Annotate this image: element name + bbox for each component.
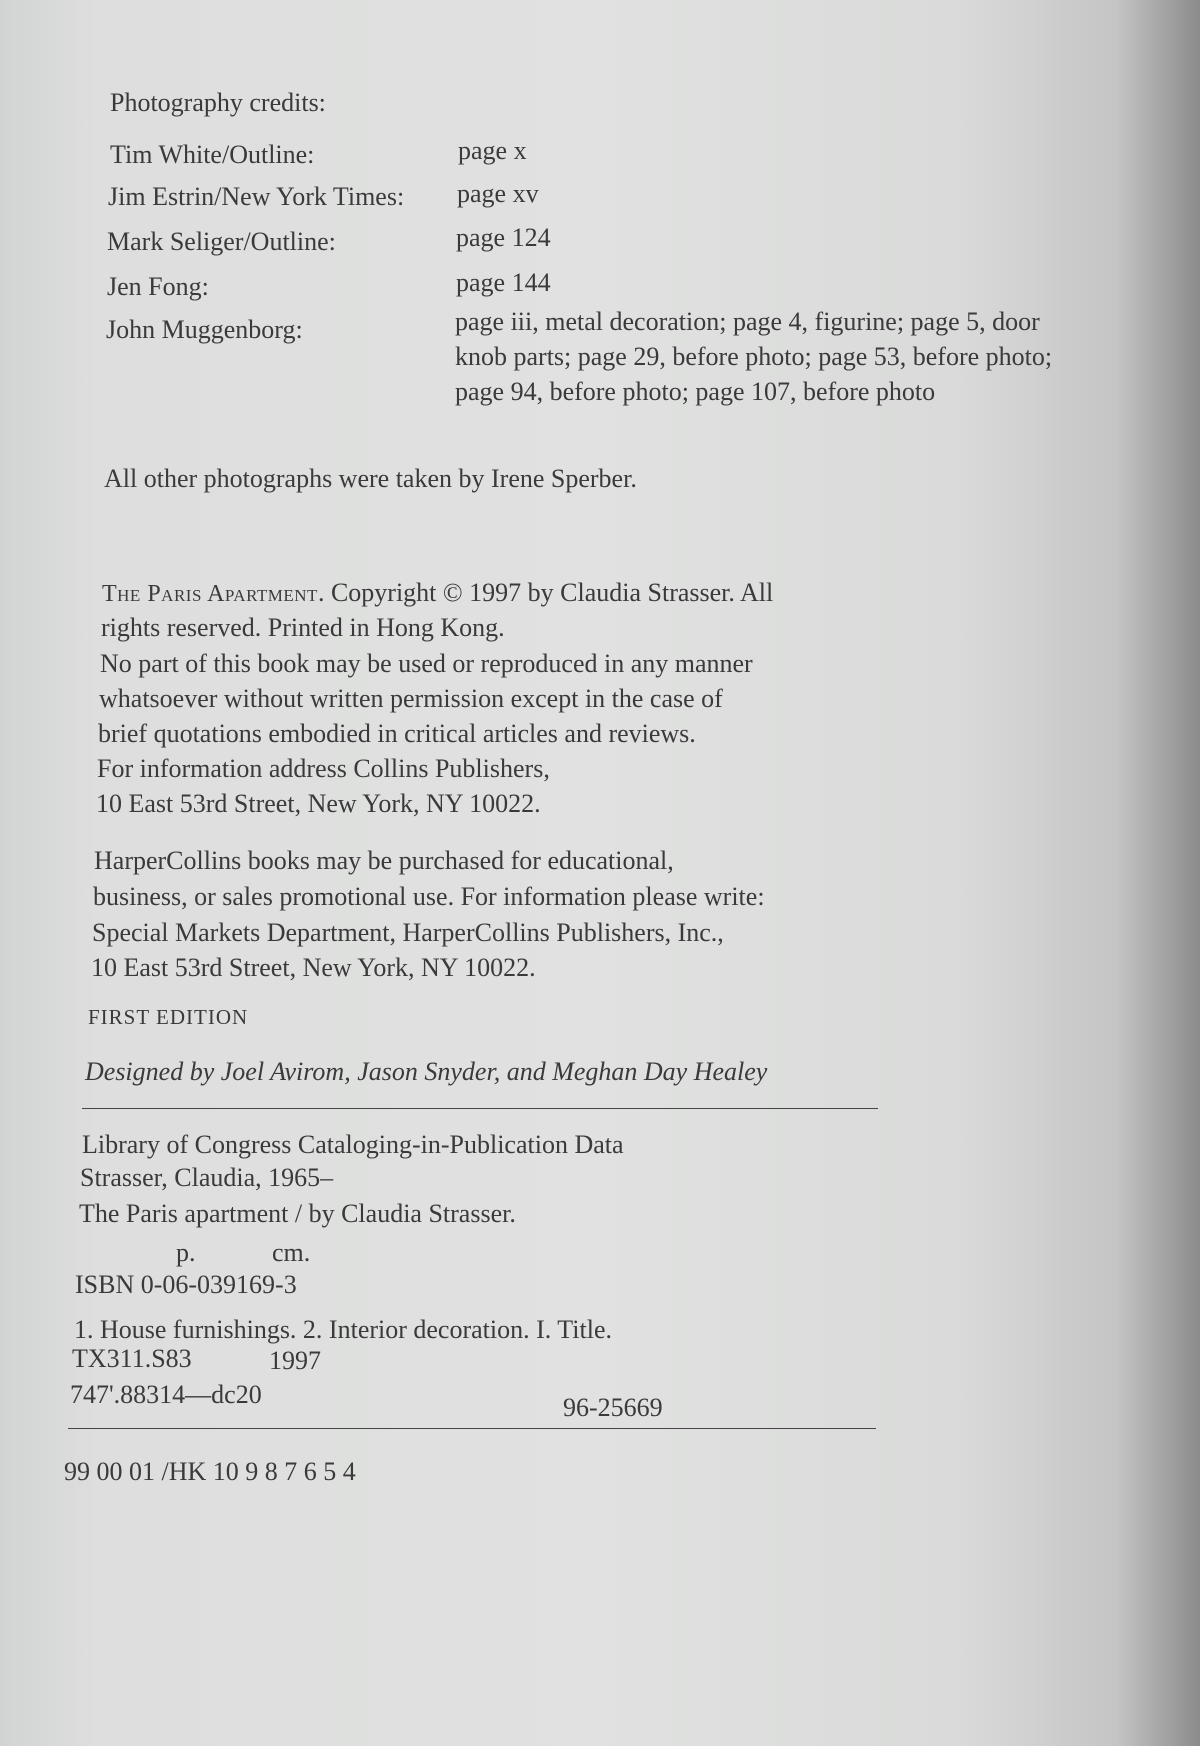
cip-isbn: ISBN 0-06-039169-3 bbox=[75, 1270, 297, 1299]
credit-pages: page 124 bbox=[456, 223, 551, 252]
credit-pages: page xv bbox=[457, 179, 539, 208]
credit-name: Jim Estrin/New York Times: bbox=[108, 182, 405, 211]
cip-author: Strasser, Claudia, 1965– bbox=[80, 1163, 334, 1192]
cip-bottom-rule bbox=[68, 1428, 876, 1429]
sales-line: business, or sales promotional use. For information please write: bbox=[93, 882, 765, 911]
cip-subjects: 1. House furnishings. 2. Interior decoration. I. Title. bbox=[74, 1315, 612, 1344]
cip-title: The Paris apartment / by Claudia Strasser. bbox=[79, 1199, 516, 1228]
copyright-line: For information address Collins Publishers, bbox=[97, 754, 550, 783]
cip-lccn: 96-25669 bbox=[563, 1393, 663, 1422]
credit-name: Mark Seliger/Outline: bbox=[107, 227, 336, 256]
copyright-line: 10 East 53rd Street, New York, NY 10022. bbox=[96, 789, 541, 818]
copyright-line: whatsoever without written permission except in the case of bbox=[99, 684, 723, 713]
copyright-line: No part of this book may be used or reproduced in any manner bbox=[100, 649, 753, 678]
copyright-line-1: The Paris Apartment. Copyright © 1997 by Claudia Strasser. All bbox=[102, 578, 774, 607]
credit-pages: page iii, metal decoration; page 4, figurine; page 5, door knob parts; page 29, before photo; page 53, before photo; page 94, before photo; page 107, before photo bbox=[455, 307, 1053, 406]
sales-line: 10 East 53rd Street, New York, NY 10022. bbox=[91, 953, 536, 982]
credit-pages: page 144 bbox=[456, 268, 551, 297]
edition-label: FIRST EDITION bbox=[88, 1005, 249, 1029]
design-credit: Designed by Joel Avirom, Jason Snyder, and Meghan Day Healey bbox=[85, 1057, 768, 1086]
copyright-line: rights reserved. Printed in Hong Kong. bbox=[101, 613, 505, 642]
cip-dewey: 747'.88314—dc20 bbox=[70, 1380, 262, 1409]
copyright-line: brief quotations embodied in critical articles and reviews. bbox=[98, 719, 696, 748]
cip-year: 1997 bbox=[269, 1346, 321, 1375]
credits-heading: Photography credits: bbox=[110, 88, 326, 117]
credit-name: Tim White/Outline: bbox=[110, 140, 315, 169]
cip-top-rule bbox=[82, 1108, 878, 1109]
credit-name: Jen Fong: bbox=[107, 272, 209, 301]
credits-other: All other photographs were taken by Irene Sperber. bbox=[104, 464, 637, 493]
cip-header: Library of Congress Cataloging-in-Publication Data bbox=[82, 1130, 624, 1159]
sales-line: HarperCollins books may be purchased for educational, bbox=[94, 846, 674, 875]
sales-line: Special Markets Department, HarperCollins Publishers, Inc., bbox=[92, 918, 724, 947]
credit-name: John Muggenborg: bbox=[106, 315, 303, 344]
book-title: The Paris Apartment bbox=[102, 581, 318, 607]
credit-pages: page x bbox=[458, 136, 527, 165]
cip-lc-class: TX311.S83 bbox=[72, 1344, 192, 1373]
cip-p: p. bbox=[176, 1238, 196, 1267]
printing-line: 99 00 01 /HK 10 9 8 7 6 5 4 bbox=[64, 1457, 356, 1486]
cip-cm: cm. bbox=[272, 1238, 311, 1267]
